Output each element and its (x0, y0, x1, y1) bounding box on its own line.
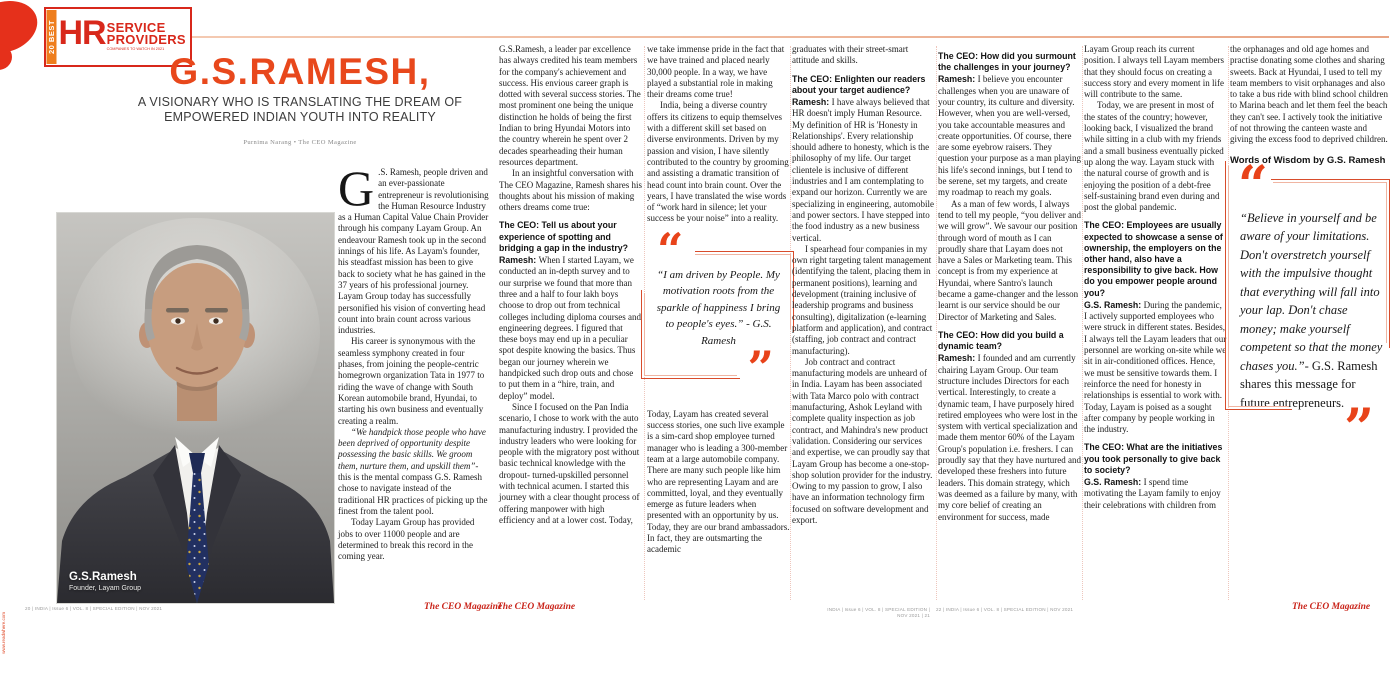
paragraph: Today Layam Group has provided jobs to over 11000 people and are determined to break this record in the coming year. (338, 517, 475, 562)
interview-question: The CEO: Enlighten our readers about your target audience? (792, 73, 926, 95)
badge-providers-label: PROVIDERS (106, 32, 186, 47)
drop-cap: G (338, 160, 375, 216)
speaker-label: G.S. Ramesh: (1084, 299, 1144, 310)
paragraph: Since I focused on the Pan India scenario, I chose to work with the auto manufacturing industry. I provided the industry leaders who were looking for people with the migratory post without basic technical knowledge with the dropout- turned-upskilled personnel with technical acumen. I started this journey with a clear thought process of offering manpower with high efficiency and at a lower cost. Today, (499, 401, 640, 525)
photo-caption-name: G.S.Ramesh (69, 571, 137, 583)
interview-question: The CEO: Tell us about your experience of spotting and bridging a gap in the industry? (499, 220, 629, 253)
subtitle-line-2: EMPOWERED INDIAN YOUTH INTO REALITY (164, 110, 436, 124)
close-quote-icon: ” (747, 341, 774, 396)
article-title: G.S.RAMESH, (169, 51, 431, 92)
interview-answer: Ramesh: I have always believed that HR doesn't imply Human Resource. My definition of HR is 'Honesty in Relationships'. Every relationship should adhere to honesty, which is the philosophy of my life. Our target clientele is inclusive of different industries and I am contemplating to expand our horizon. Currently we are specializing in engineering, automobile and power sectors. I have stepped into the food industry as a new business vertical. (792, 97, 934, 243)
interview-answer: G.S. Ramesh: During the pandemic, I actively supported employees who were struck in different states. Besides, I always tell the Layam leaders that our personnel are working on-site while we sit in air-conditioned offices. Hence, we must be sensitive towards them. I reinforce the need for honesty in relationships is essential to work with. Today, Layam is poised as a sought after company by people working in the industry. (1084, 299, 1227, 435)
article-column-5 (938, 44, 1081, 523)
column-rule (1082, 46, 1083, 600)
interview-question: The CEO: What are the initiatives you took personally to give back to society? (1084, 442, 1223, 475)
article-column-6 (1084, 44, 1227, 511)
paragraph: Job contract and contract manufacturing models are unheard of in India. Layam has been associated with Tata Marco polo with contract manufacturing, Ashok Leyland with complete quality inspection as job contract, and Mahindra's new product validation. Considering our services and expertise, we can proudly say that Layam Group has become a one-stop-shop solution provider for the industry. Owing to my passion to grow, I also have an information technology firm focused on software development and export. (792, 356, 933, 525)
paragraph: In an insightful conversation with The CEO Magazine, Ramesh shares his thoughts about his mission of making others dreams come true: (499, 168, 642, 213)
article-column-1 (338, 160, 490, 562)
footer-brand-2: The CEO Magazine (497, 602, 576, 612)
article-column-4 (792, 44, 935, 526)
portrait-photo (57, 213, 334, 603)
interview-question: The CEO: Employees are usually expected to showcase a sense of ownership, the employers on the other hand, also have a responsibility to give back. How do you empower people around you? (1084, 220, 1223, 298)
column-7-top (1230, 44, 1388, 167)
article-column-7 (1230, 44, 1388, 460)
article-column-2 (499, 44, 642, 526)
photo-caption-role: Founder, Layam Group (69, 585, 141, 592)
column-rule (936, 46, 937, 600)
paragraph: G .S. Ramesh, people driven and an ever-passionate entrepreneur is revolutionising the Human Resource Industry as a Human Capital Value Chain Provider through his company Layam Group. An endeavour Ramesh took up in the second innings of his life. As Layam's founder, his steadfast mission has been to give back to society what he has gained in the 37 years of his professional journey. Layam Group today has successfully personified his vision of converting head count into brain count across various industries. (338, 160, 489, 336)
paragraph: “We handpick those people who have been deprived of opportunity despite possessing the basic skills. We groom them, nurture them, and upskill them”- this is the mental compass G.S. Ramesh chose to navigate instead of the traditional HR practices of picking up the finest from the talent pool. (338, 426, 488, 516)
pull-quote-text: “I am driven by People. My motivation roots from the sparkle of happiness I bring to people's eyes.” - G.S. Ramesh (656, 268, 781, 347)
paragraph: Today, we are present in most of the states of the country; however, looking back, I visualized the brand while sitting in a club with my friends and a small business eventually picked up along the way. Layam stuck with the natural course of growth and is enjoying the position of a debt-free self-sustaining brand even during and post the global pandemic. (1084, 100, 1224, 213)
badge-service-label: SERVICE (106, 20, 166, 35)
article-subtitle (128, 95, 472, 125)
subtitle-line-1: A VISIONARY WHO IS TRANSLATING THE DREAM OF (137, 95, 463, 109)
article-column-3 (647, 44, 790, 556)
footer-page-info-mid-2: 22 | INDIA | Issue 6 | VOL. 8 | SPECIAL EDITION | NOV 2021 (936, 607, 1074, 612)
wisdom-quote-text (1240, 209, 1384, 413)
wisdom-quote-tail: G.S. Ramesh shares this message for future entrepreneurs. (1240, 358, 1378, 410)
close-quote-icon: ” (1344, 398, 1374, 460)
speaker-label: Ramesh: (938, 74, 978, 85)
pull-quote (647, 222, 790, 405)
footer-brand-3: The CEO Magazine (1292, 602, 1371, 612)
interview-question: The CEO: How did you surmount the challenges in your journey? (938, 51, 1076, 73)
paragraph: Today, Layam has created several success stories, one such live example is a sim-card shop employee turned manager who is leading a 300-member team at a large automobile company. There are many such people like him who are representing Layam and are committed, loyal, and they eventually emerge as future leaders when presented with an opportunity by us. Today, they are our brand ambassadors. In fact, they are outsmarting the academic (647, 408, 790, 555)
badge-hr-label: HR (58, 14, 106, 52)
speaker-label: Ramesh: (792, 97, 832, 107)
column-rule (644, 46, 645, 600)
side-watermark: www.readwhere.com (1, 612, 6, 654)
paragraph: His career is synonymous with the seamless symphony created in four phases, from joining the people-centric homegrown organization Tata in 1977 to riding the wave of change with South Korean automobile brand, Hyundai, to starting his own business and eventually creating a realm. (338, 336, 485, 426)
portrait-illustration (57, 213, 334, 603)
badge-tagline: COMPANIES TO WATCH IN 2021 (106, 47, 165, 51)
photo-caption (69, 571, 141, 593)
header-accent-line (181, 36, 1389, 38)
column-rule (1228, 46, 1229, 600)
paragraph: As a man of few words, I always tend to tell my people, “you deliver and we will grow”. We savour our position through word of mouth as I can proudly share that Layam does not have a Sales or Marketing team. This concept is from my experience at Hyundai, where Santro's launch became a game-changer and the lesson learnt is our service should be our Director of Marketing and Sales. (938, 198, 1081, 322)
speaker-label: G.S. Ramesh: (1084, 477, 1144, 488)
paragraph: we take immense pride in the fact that we have trained and placed nearly 30,000 people. In a way, we have played a substantial role in making their dreams come true! (647, 44, 785, 100)
badge-20-best-label: 20 BEST (47, 10, 57, 64)
column-3-top (647, 44, 790, 225)
interview-answer: Ramesh: I founded and am currently chairing Layam Group. Our team structure includes Directors for each vertical. Interestingly, to create a dynamic team, I have purposely hired retired employees who were lost in the system with vertical specialization and made them mentor 60% of the Layam Group's population i.e. freshers. I can proudly say that they have nurtured and developed these freshers into future leaders. This domain strategy, which was deemed as a failure by many, with my core belief of creating an environment for success, made (938, 353, 1081, 522)
paragraph: G.S.Ramesh, a leader par excellence has always credited his team members for the company's achievement and success. His envious career graph is dotted with several success stories. The most prominent one being the unique distinction he holds of being the first Indian to bring Hyundai Motors into the country wherein he spent over 2 decades spearheading their human resources department. (499, 44, 641, 167)
footer-page-info-left: 20 | INDIA | Issue 6 | VOL. 8 | SPECIAL EDITION | NOV 2021 (25, 606, 163, 611)
interview-answer: G.S. Ramesh: I spend time motivating the Layam family to enjoy their celebrations with children from (1084, 477, 1221, 510)
section-heading: Words of Wisdom by G.S. Ramesh (1230, 154, 1386, 166)
interview-answer: Ramesh: I believe you encounter challenges when you are unaware of your country, its culture and diversity. However, when you are well-versed, you take accountable measures and create opportunities. Of course, there are some eyebrow raisers. They question your purpose as a man playing his life's second innings, but I tend to be serene, set my targets, and create my roadmap to reach my goals. (938, 74, 1081, 198)
speaker-label: Ramesh: (938, 353, 978, 364)
wisdom-quote-italic: “Believe in yourself and be aware of your limitations. Don't overstretch yourself with the impulsive thought that everything will fall into your lap. Don't chase money; make yourself competent so that the money chases you.”- (1240, 210, 1383, 373)
paragraph: I spearhead four companies in my own right targeting talent management (identifying the talent, placing them in permanent positions), learning and development (training inclusive of leadership programs and business consulting), digitalization (e-learning platform and application), and contract (staffing, job contract and contract manufacturing). (792, 243, 933, 356)
italic-quote: “We handpick those people who have been deprived of opportunity despite possessing the basic skills. We groom them, nurture them, and upskill them” (338, 426, 486, 471)
footer-page-info-mid-1: INDIA | Issue 6 | VOL. 8 | SPECIAL EDITION | NOV 2021 | 21 (827, 607, 930, 618)
paragraph: graduates with their street-smart attitude and skills. (792, 44, 909, 66)
footer-brand-1: The CEO Magazine (424, 602, 503, 612)
column-rule (790, 46, 791, 600)
open-quote-icon: “ (1238, 154, 1268, 216)
paragraph: Layam Group reach its current position. I always tell Layam members that they should focus on creating a success story and every moment in life will contribute to the same. (1084, 44, 1224, 100)
interview-answer: Ramesh: When I started Layam, we conducted an in-depth survey and to our surprise we found that more than three and a half to four lakh boys choose to drop out from technical colleges including diploma courses and engineering degrees. I figured that these boys may end up in a peculiar spot despite knowing the basics. Thus began our journey wherein we handpicked such drop outs and chose to put them in a “hire, train, and deploy” model. (499, 255, 641, 401)
speaker-label: Ramesh: (499, 255, 539, 266)
paragraph: India, being a diverse country offers its citizens to equip themselves with a different skill set based on diverse environments. Driven by my passion and vision, I have silently contributed to the country by grooming and assisting a dramatic transition of head count into brain count. Over the years, I have translated the wise words of “work hard in silence; let your success be your noise” into a reality. (647, 100, 789, 224)
paragraph: the orphanages and old age homes and practise donating some clothes and sharing sweets. Back at Hyundai, I used to tell my team members to visit orphanages and also to take a bus ride with blind school children to Marina beach and let them feel the beach they can't see. I actively took the initiative of not throwing the canteen waste and giving the excess food to deprived children. (1230, 44, 1388, 145)
byline: Purnima Narang • The CEO Magazine (243, 139, 357, 146)
open-quote-icon: “ (657, 222, 684, 277)
column-3-bottom (647, 409, 790, 556)
interview-question: The CEO: How did you build a dynamic team? (938, 329, 1064, 352)
